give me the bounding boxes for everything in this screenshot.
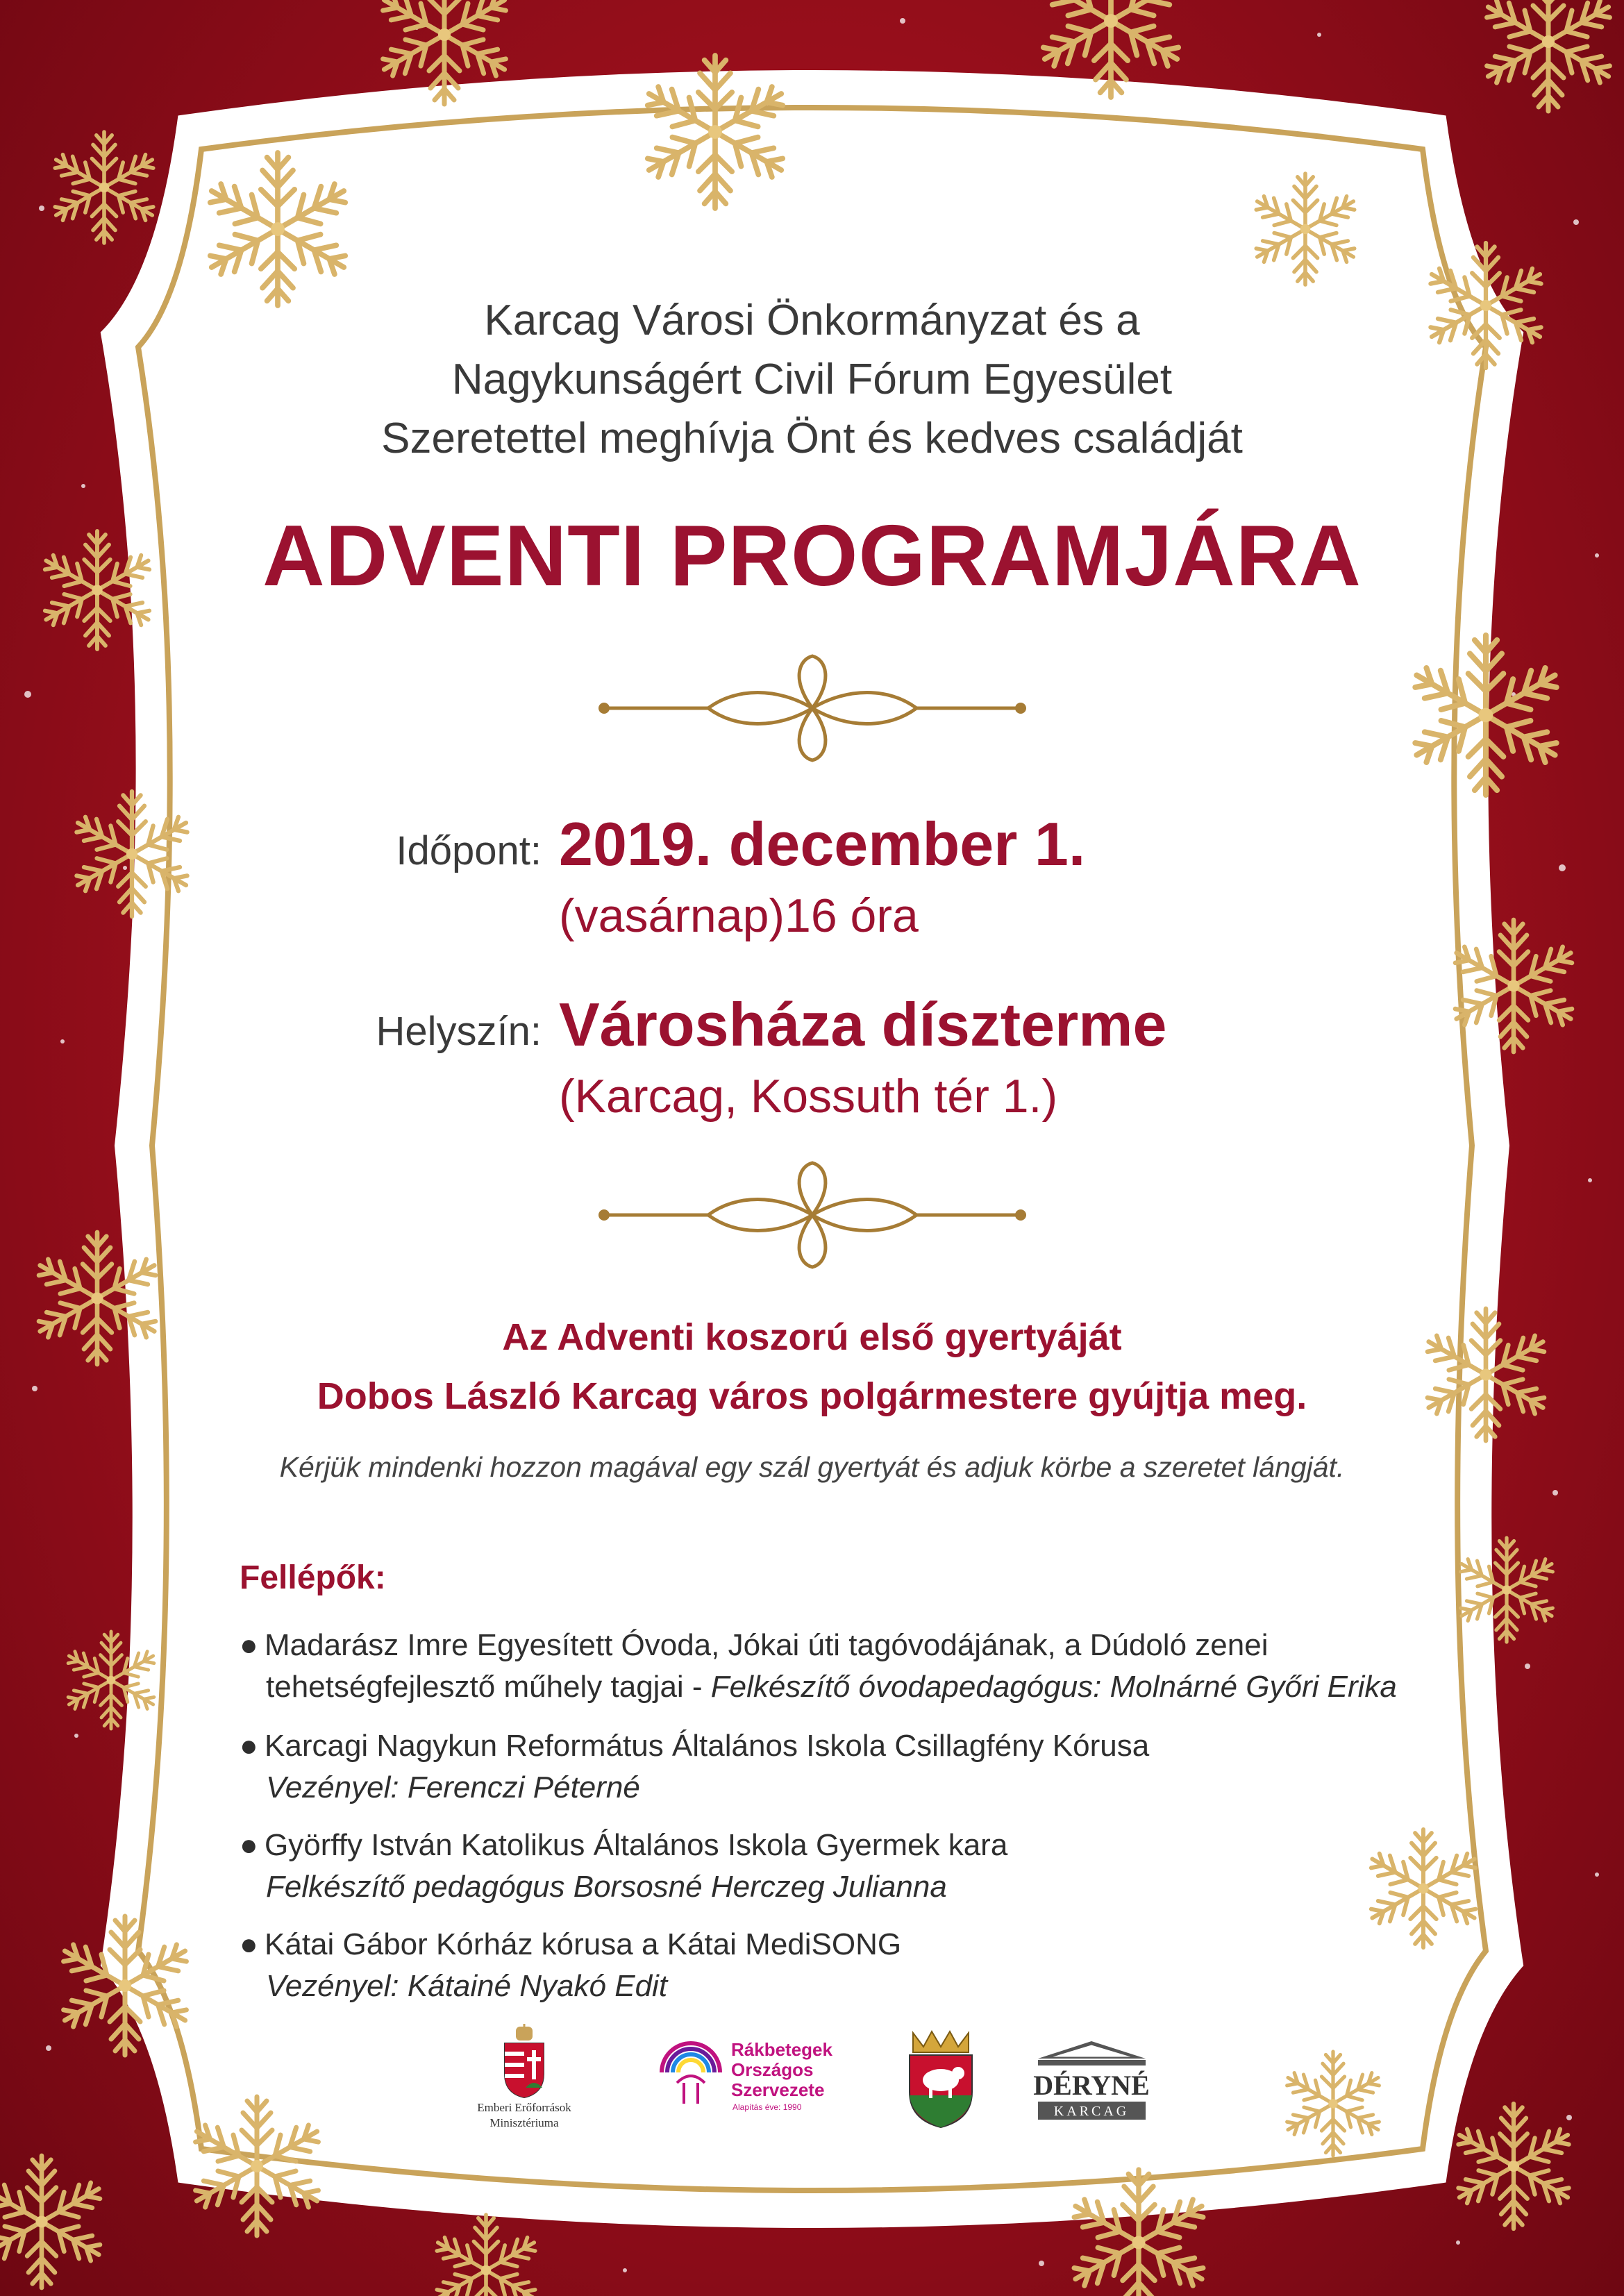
- emmi-name-line-1: Emberi Erőforrások: [477, 2101, 571, 2114]
- time-label: Időpont:: [396, 828, 542, 873]
- wreath-candle-line: Az Adventi koszorú első gyertyáját: [502, 1316, 1122, 1358]
- rakbetegek-line-3: Szervezete: [731, 2079, 825, 2100]
- bullet-icon: ●: [240, 1828, 258, 1862]
- deryne-logo: [1031, 2038, 1153, 2128]
- performer-item: [240, 1924, 1489, 2007]
- rakbetegek-logo: [656, 2034, 864, 2118]
- performer-item: [240, 1725, 1489, 1809]
- rakbetegek-line-1: Rákbetegek: [731, 2039, 832, 2060]
- performer-leader: Vezényel: Kátainé Nyakó Edit: [266, 1969, 668, 2003]
- performers-title: Fellépők:: [240, 1559, 386, 1596]
- performer-leader: Felkészítő óvodapedagógus: Molnárné Győri Erika: [710, 1670, 1397, 1704]
- event-venue: Városháza díszterme: [559, 990, 1167, 1059]
- deryne-title: DÉRYNÉ: [1033, 2070, 1150, 2101]
- emmi-logo: [444, 2024, 604, 2131]
- bullet-icon: ●: [240, 1927, 258, 1961]
- performer-item: [240, 1825, 1489, 1908]
- performer-name: Madarász Imre Egyesített Óvoda, Jókai úti tagóvodájának, a Dúdoló zenei: [265, 1628, 1269, 1662]
- hungarian-coat-of-arms-icon: [496, 2024, 552, 2100]
- organizer-line-1: Karcag Városi Önkormányzat és a: [484, 296, 1140, 344]
- ornament-divider-icon-2: [597, 1153, 1028, 1277]
- event-time: (vasárnap)16 óra: [559, 889, 919, 942]
- performer-name: Kátai Gábor Kórház kórusa a Kátai MediSONG: [265, 1927, 902, 1961]
- performer-name: Karcagi Nagykun Református Általános Iskola Csillagfény Kórusa: [265, 1729, 1150, 1763]
- rainbow-icon: [656, 2034, 726, 2111]
- deryne-subtitle: KARCAG: [1053, 2104, 1130, 2119]
- organizer-line-2: Nagykunságért Civil Fórum Egyesület: [451, 355, 1173, 403]
- rakbetegek-line-2: Országos: [731, 2059, 814, 2080]
- event-date: 2019. december 1.: [559, 810, 1086, 878]
- place-label: Helyszín:: [376, 1009, 542, 1054]
- performer-leader: Vezényel: Ferenczi Péterné: [266, 1770, 640, 1804]
- event-address: (Karcag, Kossuth tér 1.): [559, 1070, 1058, 1123]
- deryne-building-icon: [1031, 2038, 1153, 2125]
- performer-detail: tehetségfejlesztő műhely tagjai -: [266, 1670, 711, 1704]
- karcag-crest-logo: [903, 2026, 979, 2134]
- performer-name: Györffy István Katolikus Általános Iskola Gyermek kara: [265, 1828, 1008, 1862]
- bullet-icon: ●: [240, 1729, 258, 1763]
- performer-leader: Felkészítő pedagógus Borsosné Herczeg Julianna: [266, 1870, 947, 1904]
- ornament-divider-icon: [597, 646, 1028, 771]
- mayor-lights-line: Dobos László Karcag város polgármestere gyújtja meg.: [317, 1375, 1307, 1417]
- karcag-coat-of-arms-icon: [903, 2026, 979, 2130]
- bullet-icon: ●: [240, 1628, 258, 1662]
- main-title: ADVENTI PROGRAMJÁRA: [262, 508, 1362, 604]
- emmi-name-line-2: Minisztériuma: [489, 2116, 559, 2129]
- invitation-line: Szeretettel meghívja Önt és kedves családját: [381, 414, 1243, 462]
- rakbetegek-founded: Alapítás éve: 1990: [733, 2102, 802, 2112]
- candle-request-note: Kérjük mindenki hozzon magával egy szál gyertyát és adjuk körbe a szeretet lángját.: [279, 1451, 1345, 1483]
- performer-item: [240, 1625, 1489, 1708]
